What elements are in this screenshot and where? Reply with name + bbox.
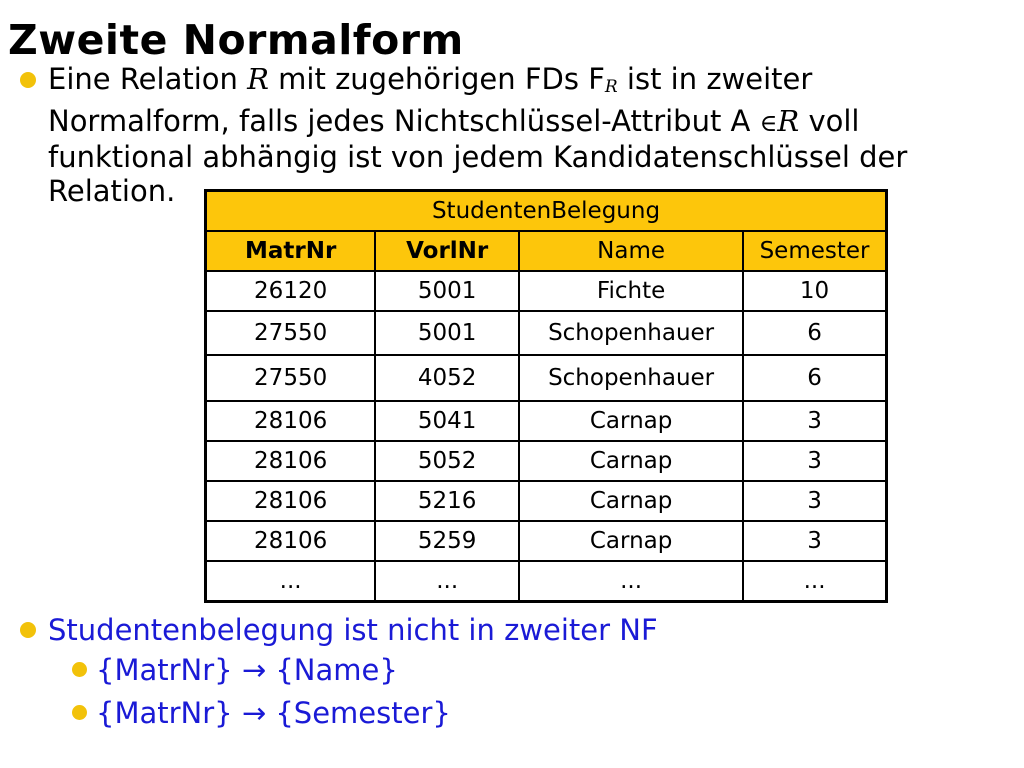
column-header-semester: Semester [743,231,886,271]
bullet-icon [20,622,36,638]
bullet-icon [72,662,87,677]
cell-semester: 3 [743,521,886,561]
cell-vorlnr: 5041 [375,401,519,441]
cell-name: ... [519,561,743,602]
fd-matrnr-semester: {MatrNr} → {Semester} [96,696,451,730]
cell-matrnr: 26120 [206,271,376,311]
cell-semester: 3 [743,441,886,481]
slide-title: Zweite Normalform [8,16,464,64]
cell-matrnr: 28106 [206,401,376,441]
table-header-row [206,231,887,271]
cell-matrnr: 28106 [206,441,376,481]
table-row [206,521,887,561]
definition-line1: Eine Relation R mit zugehörigen FDs FR ist in zweiter [48,62,813,97]
bullet-icon [20,72,36,88]
definition-line4: Relation. [48,174,176,208]
cell-matrnr: 28106 [206,521,376,561]
definition-line2: Normalform, falls jedes Nichtschlüssel-Attribut A ∈R voll [48,104,860,138]
table-row [206,271,887,311]
relation-subscript: R [604,77,618,97]
cell-semester: 3 [743,401,886,441]
table-row [206,401,887,441]
cell-vorlnr: ... [375,561,519,602]
definition-text [48,62,1008,208]
column-header-vorlnr: VorlNr [375,231,519,271]
cell-name: Carnap [519,401,743,441]
column-header-name: Name [519,231,743,271]
cell-name: Fichte [519,271,743,311]
cell-vorlnr: 5001 [375,311,519,355]
cell-semester: 10 [743,271,886,311]
cell-semester: ... [743,561,886,602]
cell-vorlnr: 5001 [375,271,519,311]
element-of-symbol: ∈ [759,109,778,137]
studentenbelegung-table [204,189,888,603]
table-row [206,481,887,521]
conclusion-text: Studentenbelegung ist nicht in zweiter NF [48,613,658,647]
table-row [206,355,887,401]
cell-vorlnr: 5259 [375,521,519,561]
cell-name: Carnap [519,521,743,561]
column-header-matrnr: MatrNr [206,231,376,271]
cell-matrnr: ... [206,561,376,602]
table-caption: StudentenBelegung [206,191,887,232]
cell-name: Carnap [519,481,743,521]
relation-symbol: R [247,62,269,96]
cell-name: Schopenhauer [519,355,743,401]
table-row [206,441,887,481]
cell-matrnr: 28106 [206,481,376,521]
cell-name: Schopenhauer [519,311,743,355]
definition-line3: funktional abhängig ist von jedem Kandidatenschlüssel der [48,140,908,174]
fd-matrnr-name: {MatrNr} → {Name} [96,653,398,687]
cell-semester: 6 [743,355,886,401]
table-row [206,311,887,355]
cell-matrnr: 27550 [206,311,376,355]
relation-symbol-2: R [777,104,800,138]
cell-name: Carnap [519,441,743,481]
cell-semester: 6 [743,311,886,355]
cell-matrnr: 27550 [206,355,376,401]
cell-vorlnr: 5052 [375,441,519,481]
cell-vorlnr: 5216 [375,481,519,521]
table-row [206,561,887,602]
cell-semester: 3 [743,481,886,521]
cell-vorlnr: 4052 [375,355,519,401]
bullet-icon [72,705,87,720]
